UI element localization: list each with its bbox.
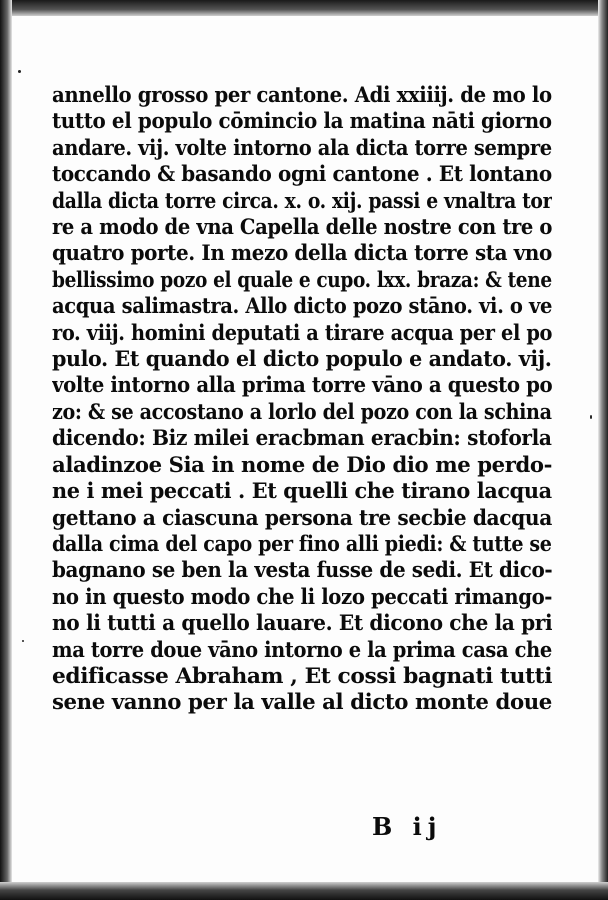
text-line: no in questo modo che li lozo peccati rimango- bbox=[52, 583, 552, 609]
text-line: acqua salimastra. Allo dicto pozo stāno. vi. o ve bbox=[52, 293, 552, 319]
text-line: edificasse Abraham , Et cossi bagnati tutti bbox=[52, 662, 552, 688]
text-line: gettano a ciascuna persona tre secbie dacqua bbox=[52, 504, 552, 530]
text-line: quatro porte. In mezo della dicta torre sta vno bbox=[52, 240, 552, 266]
scan-edge-right bbox=[598, 0, 608, 900]
signature-mark: B ij bbox=[372, 812, 443, 841]
text-line: ne i mei peccati . Et quelli che tirano lacqua bbox=[52, 478, 552, 504]
text-line: no li tutti a quello lauare. Et dicono che la pri bbox=[52, 610, 552, 636]
text-line: bagnano se ben la vesta fusse de sedi. Et dico- bbox=[52, 557, 552, 583]
text-line: dalla cima del capo per fino alli piedi: & tutte se bbox=[52, 530, 552, 556]
text-line: dalla dicta torre circa. x. o. xij. passi e vnaltra tor bbox=[52, 187, 552, 213]
text-line: bellissimo pozo el quale e cupo. lxx. braza: & tene bbox=[52, 266, 552, 292]
text-line: dicendo: Biz milei eracbman eracbin: stoforla bbox=[52, 425, 552, 451]
scan-edge-top bbox=[0, 0, 608, 16]
text-line: pulo. Et quando el dicto populo e andato. vij. bbox=[52, 346, 552, 372]
text-line: tutto el populo cōmincio la matina nāti giorno bbox=[52, 108, 552, 134]
scan-edge-left bbox=[0, 0, 12, 900]
scan-edge-bottom bbox=[0, 882, 608, 900]
text-line: aladinzoe Sia in nome de Dio dio me perdo- bbox=[52, 451, 552, 477]
text-line: ma torre doue vāno intorno e la prima casa che bbox=[52, 636, 552, 662]
ink-speck bbox=[590, 415, 592, 419]
text-line: toccando & basando ogni cantone . Et lontano bbox=[52, 161, 552, 187]
text-line: ro. viij. homini deputati a tirare acqua per el po bbox=[52, 319, 552, 345]
ink-speck bbox=[22, 640, 24, 642]
body-text bbox=[52, 82, 552, 716]
text-line: andare. vij. volte intorno ala dicta torre sempre bbox=[52, 134, 552, 160]
ink-speck bbox=[18, 70, 21, 73]
text-line: zo: & se accostano a lorlo del pozo con la schina bbox=[52, 398, 552, 424]
text-line: sene vanno per la valle al dicto monte doue bbox=[52, 689, 552, 715]
text-line: annello grosso per cantone. Adi xxiiij. de mo lo bbox=[52, 82, 552, 107]
text-line: volte intorno alla prima torre vāno a questo po bbox=[52, 372, 552, 398]
text-line: re a modo de vna Capella delle nostre con tre o bbox=[52, 214, 552, 240]
